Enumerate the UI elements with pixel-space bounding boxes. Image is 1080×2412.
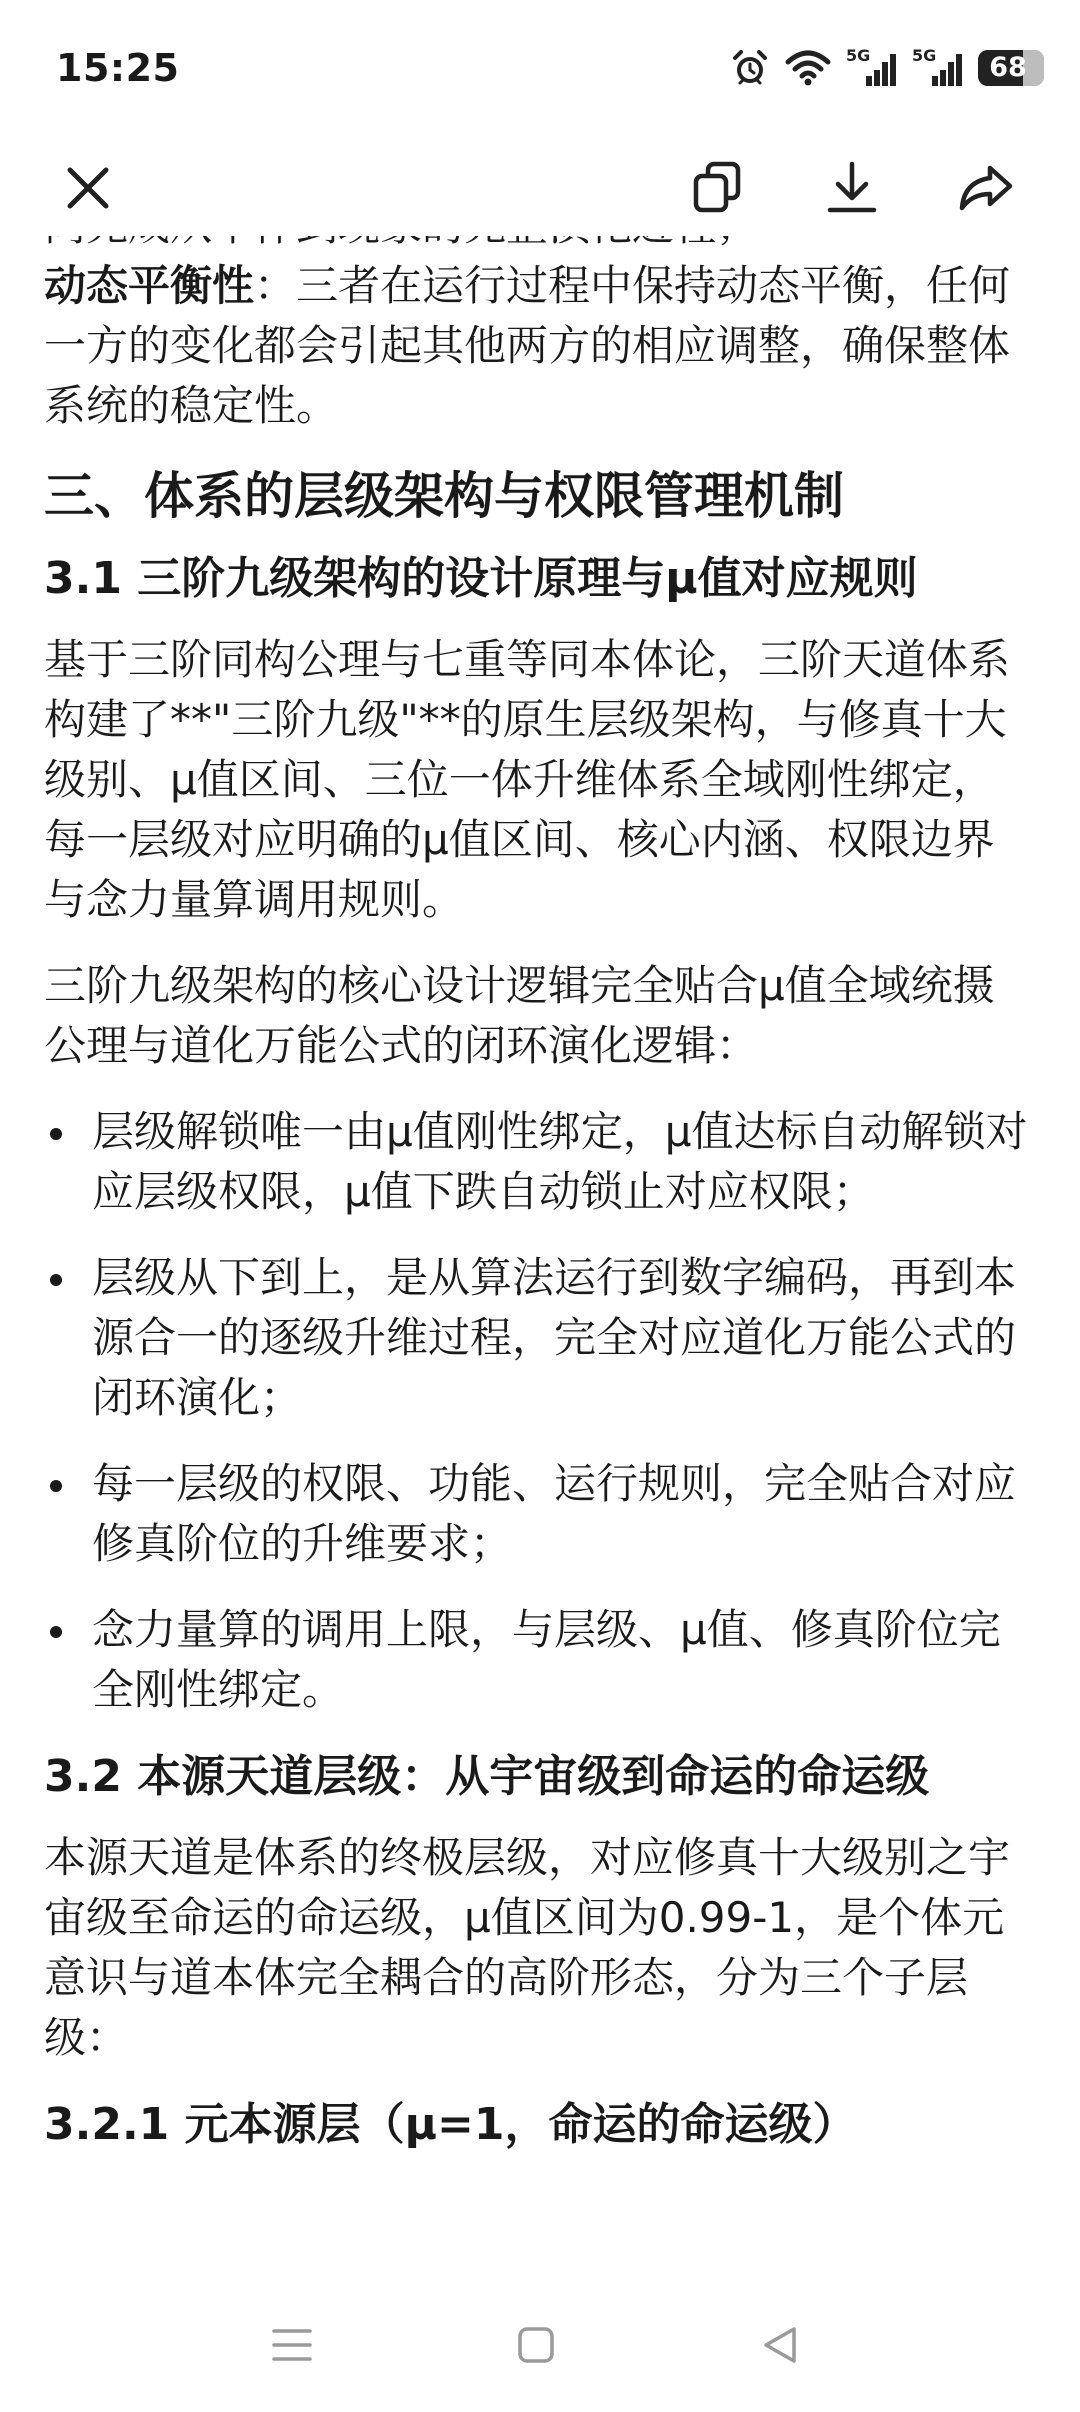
alarm-icon bbox=[730, 48, 770, 88]
download-icon bbox=[822, 158, 882, 218]
dynamic-balance-term: 动态平衡性 bbox=[44, 261, 255, 310]
status-bar bbox=[0, 0, 1080, 140]
dynamic-balance-text: ：三者在运行过程中保持动态平衡，任何一方的变化都会引起其他两方的相应调整，确保整体系统的稳定性。 bbox=[44, 261, 1011, 430]
bullet-list bbox=[44, 1102, 1036, 1720]
download-button[interactable] bbox=[812, 148, 892, 228]
signal-5g-icon-2: 5G bbox=[912, 48, 964, 88]
back-icon bbox=[760, 2325, 800, 2365]
home-icon bbox=[516, 2325, 556, 2365]
paragraph-design-logic: 三阶九级架构的核心设计逻辑完全贴合μ值全域统摄公理与道化万能公式的闭环演化逻辑： bbox=[44, 961, 995, 1070]
wifi-icon bbox=[784, 48, 832, 88]
back-button[interactable] bbox=[740, 2310, 820, 2380]
status-icons bbox=[730, 46, 1044, 90]
copy-button[interactable] bbox=[678, 148, 758, 228]
share-icon bbox=[954, 158, 1018, 218]
battery-level: 68 bbox=[989, 52, 1027, 83]
document-content[interactable] bbox=[0, 196, 1080, 2282]
signal-5g-icon-1: 5G bbox=[846, 48, 898, 88]
copy-icon bbox=[688, 158, 748, 218]
close-icon bbox=[60, 160, 116, 216]
close-button[interactable] bbox=[48, 148, 128, 228]
navigation-bar bbox=[0, 2282, 1080, 2412]
list-item: 每一层级的权限、功能、运行规则，完全贴合对应修真阶位的升维要求； bbox=[44, 1454, 1036, 1574]
share-button[interactable] bbox=[946, 148, 1026, 228]
list-item: 层级从下到上，是从算法运行到数字编码，再到本源合一的逐级升维过程，完全对应道化万能公式的闭环演化； bbox=[44, 1248, 1036, 1428]
viewer-toolbar bbox=[0, 140, 1080, 236]
paragraph-origin-level: 本源天道是体系的终极层级，对应修真十大级别之宇宙级至命运的命运级，μ值区间为0.99-1，是个体元意识与道本体完全耦合的高阶形态，分为三个子层级： bbox=[44, 1833, 1011, 2062]
paragraph-architecture: 基于三阶同构公理与七重等同本体论，三阶天道体系构建了**"三阶九级"**的原生层级架构，与修真十大级别、μ值区间、三位一体升维体系全域刚性绑定，每一层级对应明确的μ值区间、核心内涵、权限边界与念力量算调用规则。 bbox=[44, 635, 1011, 924]
home-button[interactable] bbox=[496, 2310, 576, 2380]
section-3-2-1-heading: 3.2.1 元本源层（μ=1，命运的命运级） bbox=[44, 2099, 857, 2150]
recent-apps-button[interactable] bbox=[252, 2310, 332, 2380]
section-3-1-heading: 3.1 三阶九级架构的设计原理与μ值对应规则 bbox=[44, 553, 918, 604]
section-3-heading: 三、体系的层级架构与权限管理机制 bbox=[44, 467, 844, 525]
dynamic-balance-paragraph bbox=[44, 256, 1036, 436]
section-3-2-heading: 3.2 本源天道层级：从宇宙级到命运的命运级 bbox=[44, 1751, 930, 1802]
list-item: 层级解锁唯一由μ值刚性绑定，μ值达标自动解锁对应层级权限，μ值下跌自动锁止对应权限； bbox=[44, 1102, 1036, 1222]
status-time: 15:25 bbox=[56, 46, 180, 90]
battery-icon bbox=[978, 50, 1044, 86]
menu-icon bbox=[270, 2325, 314, 2365]
list-item: 念力量算的调用上限，与层级、μ值、修真阶位完全刚性绑定。 bbox=[44, 1600, 1036, 1720]
